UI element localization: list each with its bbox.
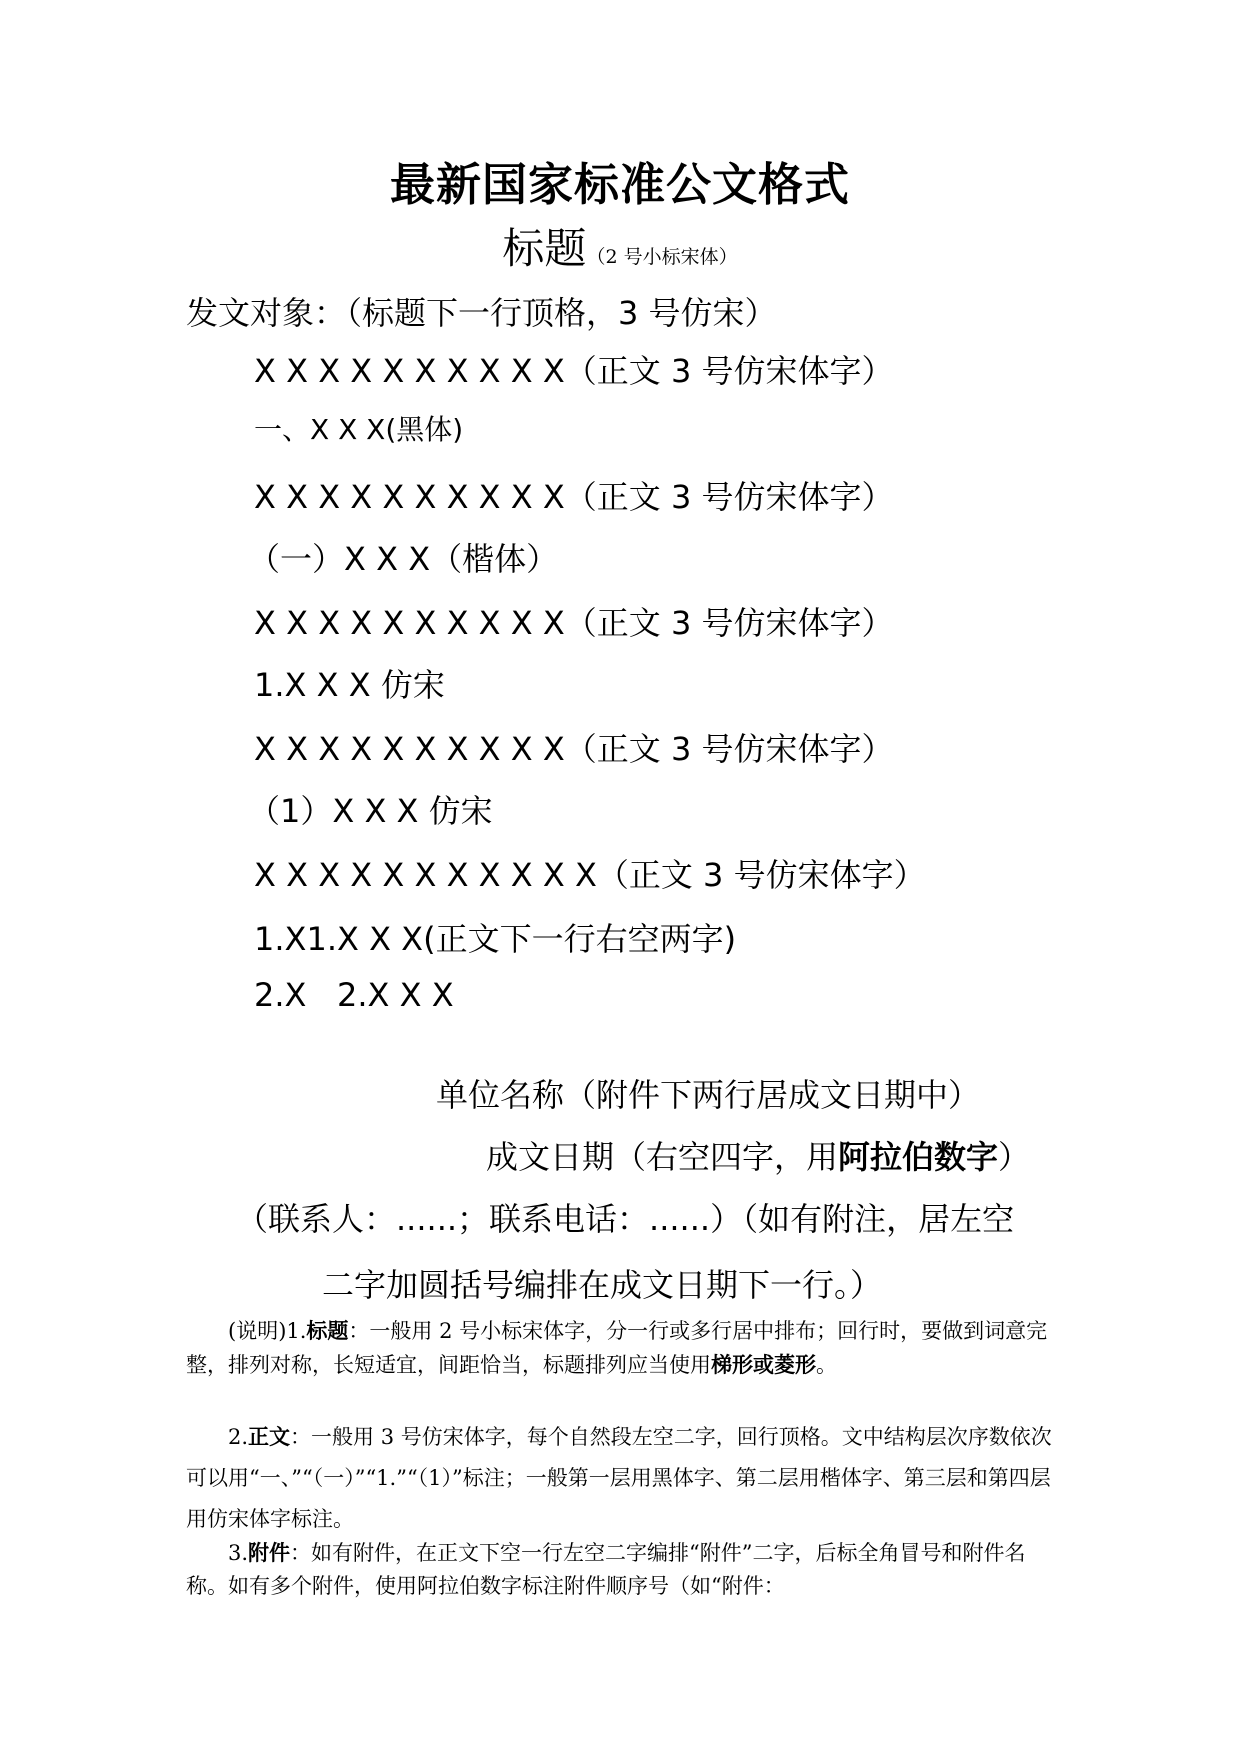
heading-level-1: 一、X X X(黑体)	[254, 413, 464, 446]
note-text: ：一般用 2 号小标宋体字，分一行或多行居中排布；回行时，要做到词意完整，排列对称，长短适宜，间距恰当，标题排列应当使用	[186, 1319, 1048, 1377]
note-emphasis: 梯形或菱形	[711, 1352, 816, 1377]
document-title: 最新国家标准公文格式	[389, 158, 850, 211]
note-number: 2.	[228, 1425, 249, 1449]
body-line: X X X X X X X X X X X（正文 3 号仿宋体字）	[254, 856, 926, 894]
attachment-line: 1.X1.X X X(正文下一行右空两字)	[254, 920, 737, 958]
note-number: (说明)1.	[228, 1319, 307, 1343]
subtitle-text: 标题	[502, 224, 587, 273]
note-end: 。	[816, 1353, 837, 1377]
date-line-prefix: 成文日期（右空四字，用	[486, 1138, 839, 1176]
note-label: 附件	[248, 1540, 291, 1565]
date-line-suffix: ）	[998, 1138, 1031, 1176]
subtitle-note: （2 号小标宋体）	[586, 246, 738, 268]
date-line	[486, 1132, 1030, 1178]
heading-level-2: （一）X X X（楷体）	[248, 540, 559, 578]
heading-level-4: （1）X X X 仿宋	[248, 792, 493, 830]
contact-line: （联系人：......；联系电话：......）（如有附注，居左空	[236, 1200, 1015, 1238]
body-line: X X X X X X X X X X（正文 3 号仿宋体字）	[254, 604, 894, 642]
heading-level-3: 1.X X X 仿宋	[254, 666, 445, 704]
note-text: ：一般用 3 号仿宋体字，每个自然段左空二字，回行顶格。文中结构层次序数依次可以用“一、”“（一）”“1.”“（1）”标注；一般第一层用黑体字、第二层用楷体字、第三层和第四层用仿宋体字标注。	[186, 1425, 1052, 1531]
note-body	[186, 1416, 1056, 1540]
document-subtitle	[0, 216, 1240, 276]
note-title	[186, 1314, 1056, 1382]
body-line: X X X X X X X X X X（正文 3 号仿宋体字）	[254, 730, 894, 768]
note-number: 3.	[228, 1541, 249, 1565]
body-line: X X X X X X X X X X（正文 3 号仿宋体字）	[254, 352, 894, 390]
recipient-line: 发文对象：（标题下一行顶格，3 号仿宋）	[186, 294, 777, 332]
note-attachment	[186, 1536, 1056, 1603]
note-label: 标题	[306, 1318, 349, 1343]
contact-line-continued: 二字加圆括号编排在成文日期下一行。）	[322, 1266, 883, 1304]
body-line: X X X X X X X X X X（正文 3 号仿宋体字）	[254, 478, 894, 516]
unit-name: 单位名称（附件下两行居成文日期中）	[436, 1076, 981, 1114]
attachment-line: 2.X 2.X X X	[254, 976, 454, 1014]
note-text: ：如有附件，在正文下空一行左空二字编排“附件”二字，后标全角冒号和附件名称。如有多个附件，使用阿拉伯数字标注附件顺序号（如“附件：	[186, 1541, 1026, 1598]
note-label: 正文	[248, 1424, 291, 1449]
date-line-bold: 阿拉伯数字	[838, 1138, 999, 1176]
